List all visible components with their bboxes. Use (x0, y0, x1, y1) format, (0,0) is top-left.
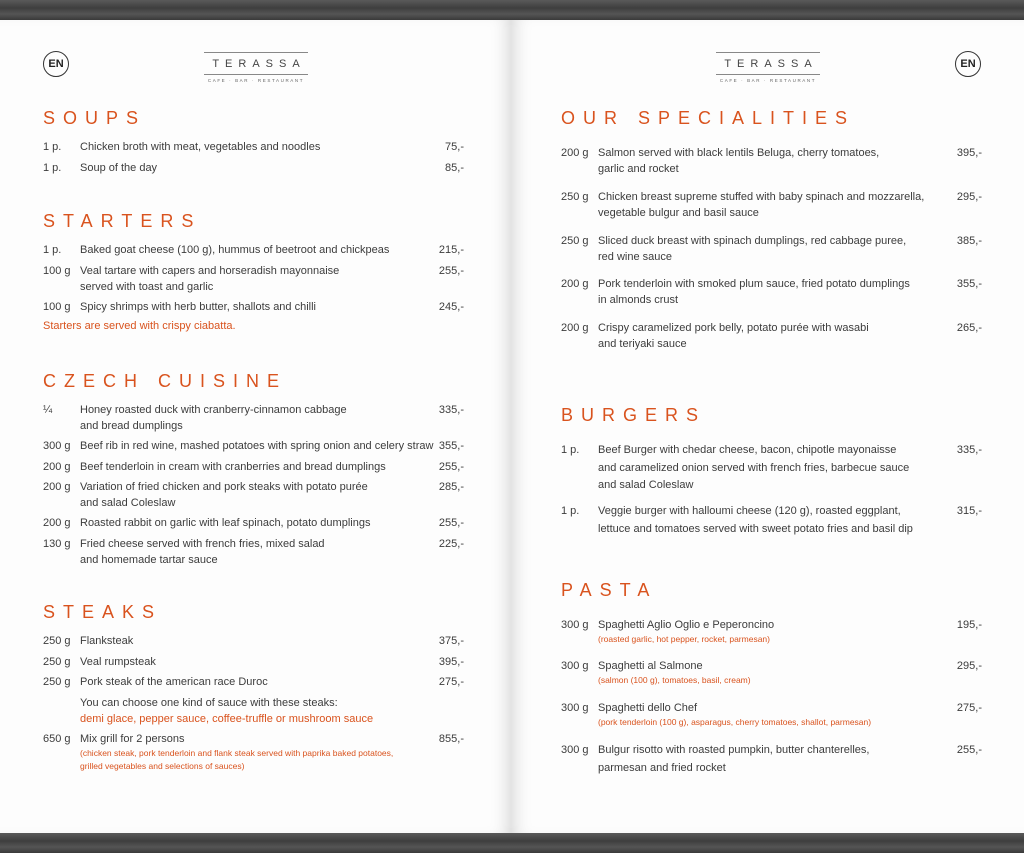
logo-name: TERASSA (212, 58, 306, 70)
item-price: 295,- (956, 660, 982, 672)
item-qty: 1 p. (43, 141, 62, 153)
item-price: 275,- (956, 702, 982, 714)
item-desc: Veal tartare with capers and horseradish mayonnaise (80, 265, 340, 277)
item-qty: 1 p. (561, 505, 580, 517)
item-qty: 300 g (561, 702, 589, 714)
item-qty: 650 g (43, 733, 71, 745)
item-price: 195,- (956, 619, 982, 631)
item-price: 225,- (438, 538, 464, 550)
item-price: 355,- (438, 440, 464, 452)
item-desc: Veal rumpsteak (80, 656, 156, 668)
item-desc: Beef rib in red wine, mashed potatoes with spring onion and celery straw (80, 440, 434, 452)
item-qty: 300 g (561, 619, 589, 631)
section-heading-burgers: BURGERS (561, 405, 707, 425)
sauce-list: demi glace, pepper sauce, coffee-truffle or mushroom sauce (80, 713, 374, 725)
item-price: 275,- (438, 676, 464, 688)
item-desc: Flanksteak (80, 635, 134, 647)
item-price: 285,- (438, 481, 464, 493)
item-price: 335,- (438, 404, 464, 416)
item-price: 245,- (438, 301, 464, 313)
item-price: 255,- (438, 461, 464, 473)
logo-tagline: CAFE · BAR · RESTAURANT (719, 78, 817, 83)
item-desc-line2: and teriyaki sauce (598, 338, 687, 350)
starters-note: Starters are served with crispy ciabatta. (43, 320, 236, 332)
item-desc: Soup of the day (80, 162, 158, 174)
section-heading-soups: SOUPS (43, 108, 147, 128)
item-desc: Chicken breast supreme stuffed with baby spinach and mozzarella, (598, 191, 925, 203)
item-desc-line2: and salad Coleslaw (80, 497, 176, 509)
item-price: 265,- (956, 322, 982, 334)
item-price: 255,- (438, 517, 464, 529)
item-qty: 300 g (561, 660, 589, 672)
language-badge-left[interactable]: EN (43, 51, 69, 77)
item-price: 315,- (956, 505, 982, 517)
item-qty: 300 g (43, 440, 71, 452)
menu-page-left (0, 20, 511, 833)
item-qty: 100 g (43, 301, 71, 313)
item-price: 75,- (445, 141, 464, 153)
section-heading-specialities: OUR SPECIALITIES (561, 108, 856, 128)
item-desc: Honey roasted duck with cranberry-cinnamon cabbage (80, 404, 347, 416)
item-desc-line2: parmesan and fried rocket (598, 761, 726, 774)
item-desc-line2: garlic and rocket (598, 163, 679, 175)
item-note: (salmon (100 g), tomatoes, basil, cream) (598, 675, 751, 685)
item-desc: Spicy shrimps with herb butter, shallots and chilli (80, 301, 316, 313)
item-desc: Fried cheese served with french fries, mixed salad (80, 538, 325, 550)
item-qty: 1 p. (43, 244, 62, 256)
section-heading-steaks: STEAKS (43, 602, 163, 622)
item-price: 395,- (438, 656, 464, 668)
logo-right (716, 52, 820, 83)
item-qty: 250 g (43, 656, 71, 668)
item-price: 855,- (438, 733, 464, 745)
slate-background-bottom (0, 833, 1024, 853)
item-qty: 200 g (43, 517, 71, 529)
item-qty: 200 g (561, 278, 589, 290)
item-desc-line2: in almonds crust (598, 294, 679, 306)
item-price: 85,- (445, 162, 464, 174)
logo-tagline: CAFE · BAR · RESTAURANT (207, 78, 305, 83)
sauce-intro: You can choose one kind of sauce with these steaks: (80, 697, 338, 709)
item-desc-line2: red wine sauce (598, 251, 672, 263)
item-price: 395,- (956, 147, 982, 159)
item-desc: Chicken broth with meat, vegetables and noodles (80, 141, 321, 153)
item-desc-line3: and salad Coleslaw (598, 479, 694, 491)
item-qty: 1 p. (561, 444, 580, 456)
item-desc: Beef tenderloin in cream with cranberries and bread dumplings (80, 461, 386, 473)
item-qty: 250 g (43, 676, 71, 688)
item-qty: 250 g (561, 191, 589, 203)
item-qty: 250 g (561, 235, 589, 247)
item-price: 355,- (956, 278, 982, 290)
item-note: (pork tenderloin (100 g), asparagus, cherry tomatoes, shallot, parmesan) (598, 717, 872, 727)
item-desc-line2: lettuce and tomatoes served with sweet potato fries and basil dip (598, 522, 913, 535)
section-heading-czech-cuisine: CZECH CUISINE (43, 371, 288, 391)
item-price: 375,- (438, 635, 464, 647)
item-desc: Spaghetti Aglio Oglio e Peperoncino (598, 619, 775, 631)
item-qty: ¼ (43, 404, 53, 416)
item-note-line2: grilled vegetables and selections of sauces) (80, 761, 245, 771)
slate-background-top (0, 0, 1024, 20)
item-price: 295,- (956, 191, 982, 203)
item-qty: 130 g (43, 538, 71, 550)
item-qty: 200 g (43, 481, 71, 493)
item-desc: Bulgur risotto with roasted pumpkin, butter chanterelles, (598, 744, 870, 756)
item-qty: 250 g (43, 635, 71, 647)
item-price: 215,- (438, 244, 464, 256)
item-desc: Pork steak of the american race Duroc (80, 676, 268, 688)
item-price: 255,- (956, 744, 982, 756)
item-qty: 200 g (43, 461, 71, 473)
item-desc-line2: vegetable bulgur and basil sauce (598, 207, 759, 219)
item-price: 255,- (438, 265, 464, 277)
logo-left (204, 52, 308, 83)
item-desc-line2: and homemade tartar sauce (80, 554, 218, 566)
item-desc: Beef Burger with chedar cheese, bacon, chipotle mayonaisse (598, 444, 897, 456)
item-desc: Pork tenderloin with smoked plum sauce, fried potato dumplings (598, 278, 910, 290)
item-price: 385,- (956, 235, 982, 247)
item-note: (chicken steak, pork tenderloin and flank steak served with paprika baked potatoes, (80, 748, 394, 758)
item-desc: Baked goat cheese (100 g), hummus of beetroot and chickpeas (80, 244, 390, 256)
item-desc-line2: and bread dumplings (80, 420, 183, 432)
item-qty: 1 p. (43, 162, 62, 174)
section-heading-pasta: PASTA (561, 580, 658, 600)
item-desc: Spaghetti al Salmone (598, 660, 703, 672)
item-desc: Veggie burger with halloumi cheese (120 g), roasted eggplant, (598, 505, 901, 517)
item-note: (roasted garlic, hot pepper, rocket, parmesan) (598, 634, 770, 644)
section-heading-starters: STARTERS (43, 211, 202, 231)
item-qty: 100 g (43, 265, 71, 277)
item-desc: Mix grill for 2 persons (80, 733, 185, 745)
item-qty: 200 g (561, 322, 589, 334)
language-badge-right[interactable]: EN (955, 51, 981, 77)
item-desc-line2: and caramelized onion served with french fries, barbecue sauce (598, 461, 910, 474)
item-desc-line2: served with toast and garlic (80, 281, 214, 293)
logo-name: TERASSA (724, 58, 818, 70)
item-desc: Crispy caramelized pork belly, potato purée with wasabi (598, 322, 869, 334)
item-desc: Variation of fried chicken and pork steaks with potato purée (80, 481, 368, 493)
item-desc: Salmon served with black lentils Beluga, cherry tomatoes, (598, 147, 880, 159)
item-desc: Roasted rabbit on garlic with leaf spinach, potato dumplings (80, 517, 371, 529)
item-desc: Spaghetti dello Chef (598, 702, 698, 714)
item-desc: Sliced duck breast with spinach dumplings, red cabbage puree, (598, 235, 907, 247)
item-qty: 200 g (561, 147, 589, 159)
menu-page-right (511, 20, 1024, 833)
item-price: 335,- (956, 444, 982, 456)
item-qty: 300 g (561, 744, 589, 756)
